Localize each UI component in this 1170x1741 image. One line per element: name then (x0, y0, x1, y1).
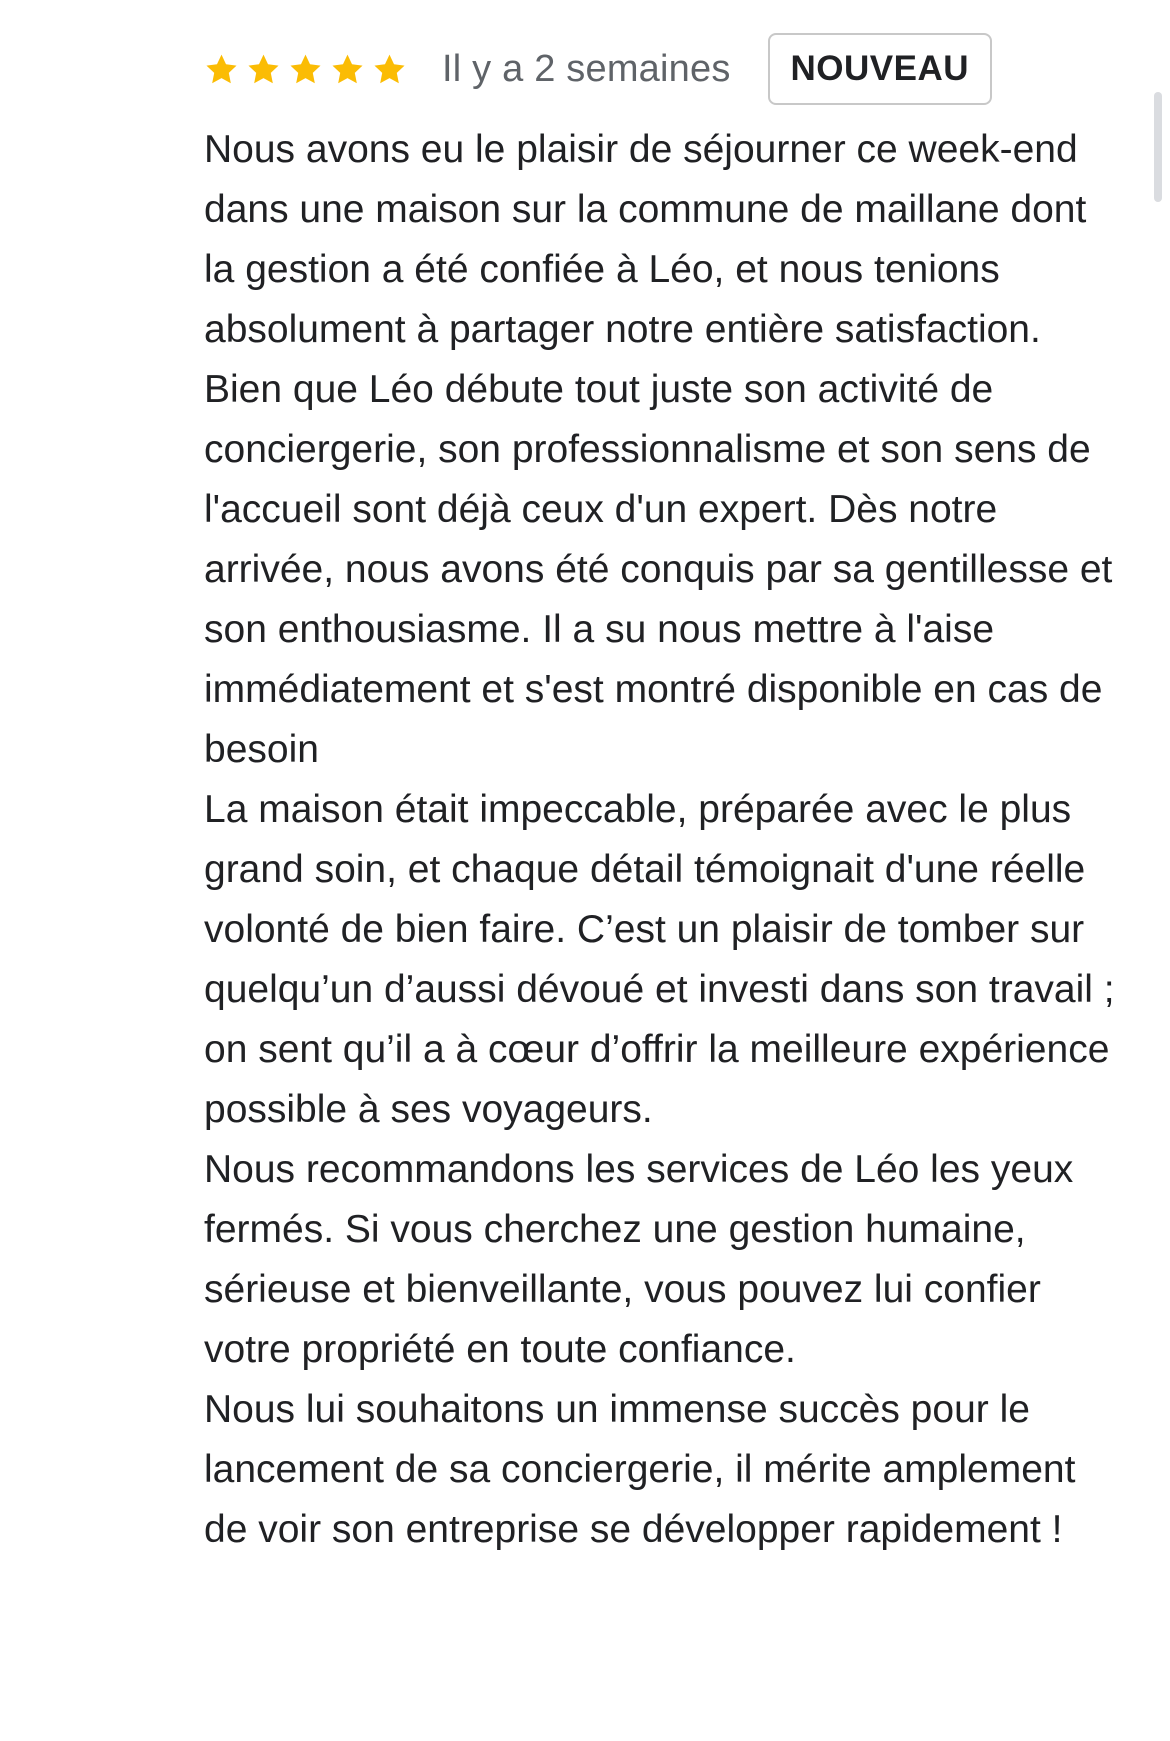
review-paragraph: La maison était impeccable, préparée avec le plus grand soin, et chaque détail témoignait d'une réelle volonté de bien faire. C’est un plaisir de tomber sur quelqu’un d’aussi dévoué et investi dans son travail ; on sent qu’il a à cœur d’offrir la meilleure expérience possible à ses voyageurs. (204, 788, 1115, 1131)
star-rating (204, 52, 407, 87)
review-header (204, 30, 1119, 108)
star-icon (372, 52, 407, 87)
review-date: Il y a 2 semaines (442, 47, 731, 90)
review-paragraph: Nous recommandons les services de Léo les yeux fermés. Si vous cherchez une gestion humaine, sérieuse et bienveillante, vous pouvez lui confier votre propriété en toute confiance. (204, 1148, 1074, 1371)
star-icon (204, 52, 239, 87)
star-icon (330, 52, 365, 87)
new-badge[interactable]: NOUVEAU (768, 33, 993, 105)
review-text (204, 120, 1119, 1560)
review-paragraph: Nous lui souhaitons un immense succès pour le lancement de sa conciergerie, il mérite amplement de voir son entreprise se développer rapidement ! (204, 1388, 1076, 1551)
review-card (204, 30, 1119, 1560)
scrollbar-thumb[interactable] (1154, 92, 1162, 202)
star-icon (288, 52, 323, 87)
review-paragraph: Nous avons eu le plaisir de séjourner ce week-end dans une maison sur la commune de maillane dont la gestion a été confiée à Léo, et nous tenions absolument à partager notre entière satisfaction. (204, 128, 1087, 351)
review-paragraph: Bien que Léo débute tout juste son activité de conciergerie, son professionnalisme et son sens de l'accueil sont déjà ceux d'un expert. Dès notre arrivée, nous avons été conquis par sa gentillesse et son enthousiasme. Il a su nous mettre à l'aise immédiatement et s'est montré disponible en cas de besoin (204, 368, 1113, 771)
star-icon (246, 52, 281, 87)
